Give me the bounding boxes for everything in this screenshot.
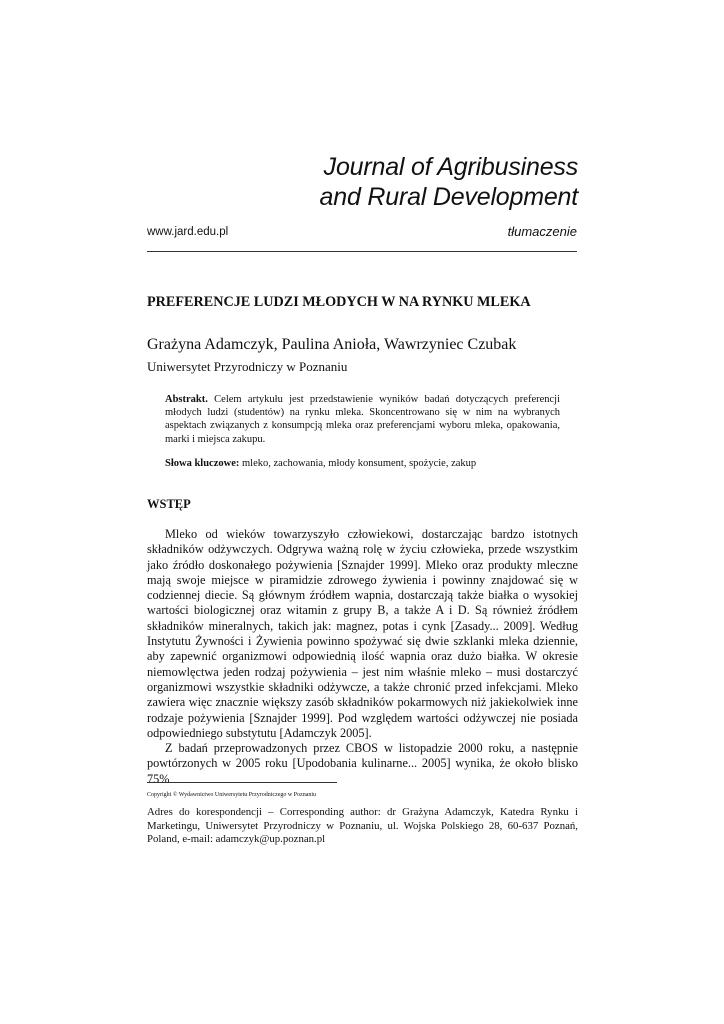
abstract-label: Abstrakt. <box>165 394 208 405</box>
article-authors: Grażyna Adamczyk, Paulina Anioła, Wawrzyniec Czubak <box>147 336 517 353</box>
body-text <box>147 527 578 787</box>
keywords-text: mleko, zachowania, młody konsument, spożycie, zakup <box>242 458 477 469</box>
footnote-divider <box>147 782 337 783</box>
correspondence-address: Adres do korespondencji – Corresponding author: dr Grażyna Adamczyk, Katedra Rynku i Marketingu, Uniwersytet Przyrodniczy w Poznaniu, ul. Wojska Polskiego 28, 60-637 Poznań, Poland, e-mail: adamczyk@up.poznan.pl <box>147 806 578 845</box>
keywords-label: Słowa kluczowe: <box>165 458 240 469</box>
abstract <box>165 393 560 446</box>
author-affiliation: Uniwersytet Przyrodniczy w Poznaniu <box>147 359 348 374</box>
article-title: PREFERENCJE LUDZI MŁODYCH W NA RYNKU MLEKA <box>147 294 531 310</box>
body-paragraph-2: Z badań przeprowadzonych przez CBOS w listopadzie 2000 roku, a następnie powtórzonych w 2005 roku [Upodobania kulinarne... 2005] wynika, że około blisko 75% <box>147 741 578 786</box>
journal-title-line-2: and Rural Development <box>319 183 578 211</box>
header-divider <box>147 251 577 252</box>
journal-title <box>320 152 578 212</box>
body-paragraph-1: Mleko od wieków towarzyszyło człowiekowi, dostarczając bardzo istotnych składników odżywczych. Odgrywa ważną rolę w życiu człowieka, przede wszystkim jako źródło doskonałego pożywienia [Sznajder 1999]. Mleko oraz produkty mleczne mają swoje miejsce w piramidzie zdrowego żywienia i powinny znajdować się w codziennej diecie. Są głównym źródłem wapnia, dostarczają także białka o wysokiej wartości biologicznej oraz witamin z grupy B, a także A i D. Są również źródłem składników mineralnych, takich jak: magnez, potas i cynk [Zasady... 2009]. Według Instytutu Żywności i Żywienia powinno spożywać się dwie szklanki mleka dziennie, aby zapewnić organizmowi odpowiednią ilość wapnia oraz dużo białka. W okresie niemowlęctwa jeden rodzaj pożywienia – jest nim właśnie mleko – musi dostarczyć organizmowi wszystkie składniki odżywcze, a także chronić przed infekcjami. Mleko zawiera więc znacznie większy zasób składników pokarmowych niż jakiekolwiek inne rodzaje pożywienia [Sznajder 1999]. Pod względem wartości odżywczej nie posiada odpowiedniego substytutu [Adamczyk 2005]. <box>147 527 578 740</box>
copyright-notice: Copyright © Wydawnictwo Uniwersytetu Przyrodniczego w Poznaniu <box>147 792 317 798</box>
keywords <box>165 458 476 469</box>
journal-title-line-1: Journal of Agribusiness <box>323 153 578 181</box>
abstract-text: Celem artykułu jest przedstawienie wyników badań dotyczących preferencji młodych ludzi (studentów) na rynku mleka. Skoncentrowano się w nim na wybranych aspektach związanych z konsumpcją mleka oraz preferencjami wyboru mleka, opakowania, marki i miejsca zakupu. <box>165 394 560 445</box>
translation-label: tłumaczenie <box>507 224 577 239</box>
journal-website-link[interactable]: www.jard.edu.pl <box>147 226 229 238</box>
section-heading: WSTĘP <box>147 497 191 511</box>
